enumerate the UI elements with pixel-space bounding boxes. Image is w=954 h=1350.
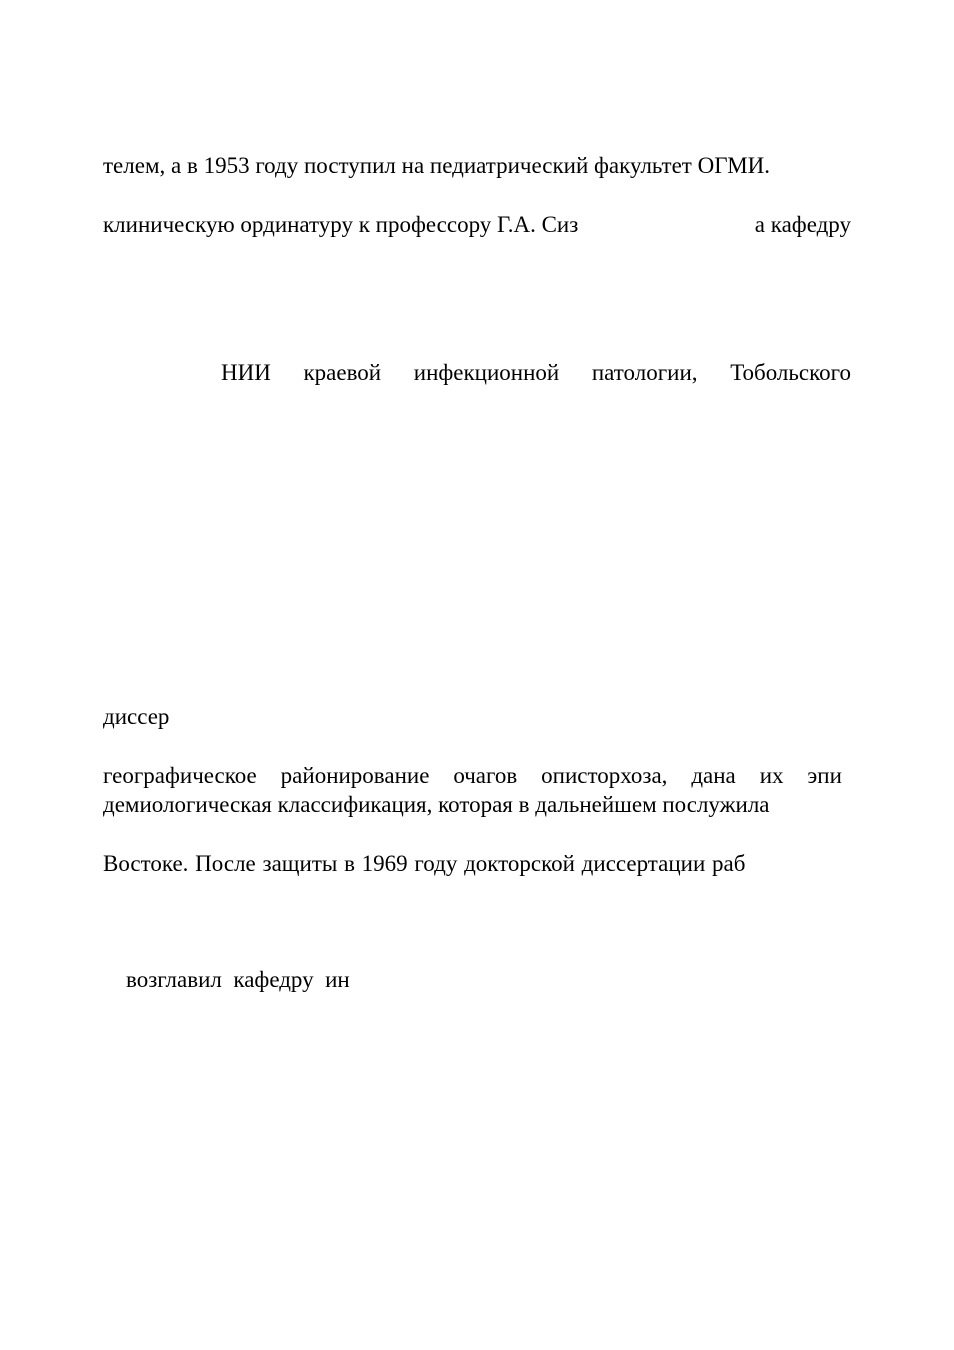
text-line-5-word: очагов xyxy=(453,763,518,788)
text-line-3-word: инфекционной xyxy=(413,360,560,385)
text-line-2-right: а кафедру xyxy=(754,212,851,237)
text-line-3-word: краевой xyxy=(303,360,382,385)
text-line-6-content: демиологическая классификация, которая в дальнейшем послужила xyxy=(103,792,770,817)
text-line-5-word: дана xyxy=(691,763,736,788)
text-line-8-content: возглавил кафедру ин xyxy=(126,967,350,992)
text-line-1-content: телем, а в 1953 году поступил на педиатрический факультет ОГМИ. xyxy=(103,153,771,178)
text-line-5-word: их xyxy=(759,763,784,788)
text-line-2 xyxy=(103,211,851,239)
text-line-3-word: Тобольского xyxy=(730,360,851,385)
text-line-5-word: описторхоза, xyxy=(541,763,668,788)
text-line-1 xyxy=(103,152,851,180)
text-line-2-left: клиническую ординатуру к профессору Г.А. Сиз xyxy=(103,212,579,237)
text-line-5 xyxy=(103,762,842,790)
text-line-5-word: районирование xyxy=(280,763,430,788)
text-line-7-content: Востоке. После защиты в 1969 году докторской диссертации раб xyxy=(103,851,746,876)
text-line-6 xyxy=(103,791,851,819)
text-line-4-content: диссер xyxy=(103,704,170,729)
text-line-3-word: патологии, xyxy=(591,360,698,385)
text-line-3 xyxy=(221,359,851,387)
text-line-7 xyxy=(103,850,745,878)
text-line-8 xyxy=(103,938,350,1022)
text-line-4 xyxy=(103,703,169,731)
text-line-5-word: географическое xyxy=(103,763,257,788)
text-line-5-word: эпи xyxy=(807,763,842,788)
text-line-3-word: НИИ xyxy=(221,360,271,385)
